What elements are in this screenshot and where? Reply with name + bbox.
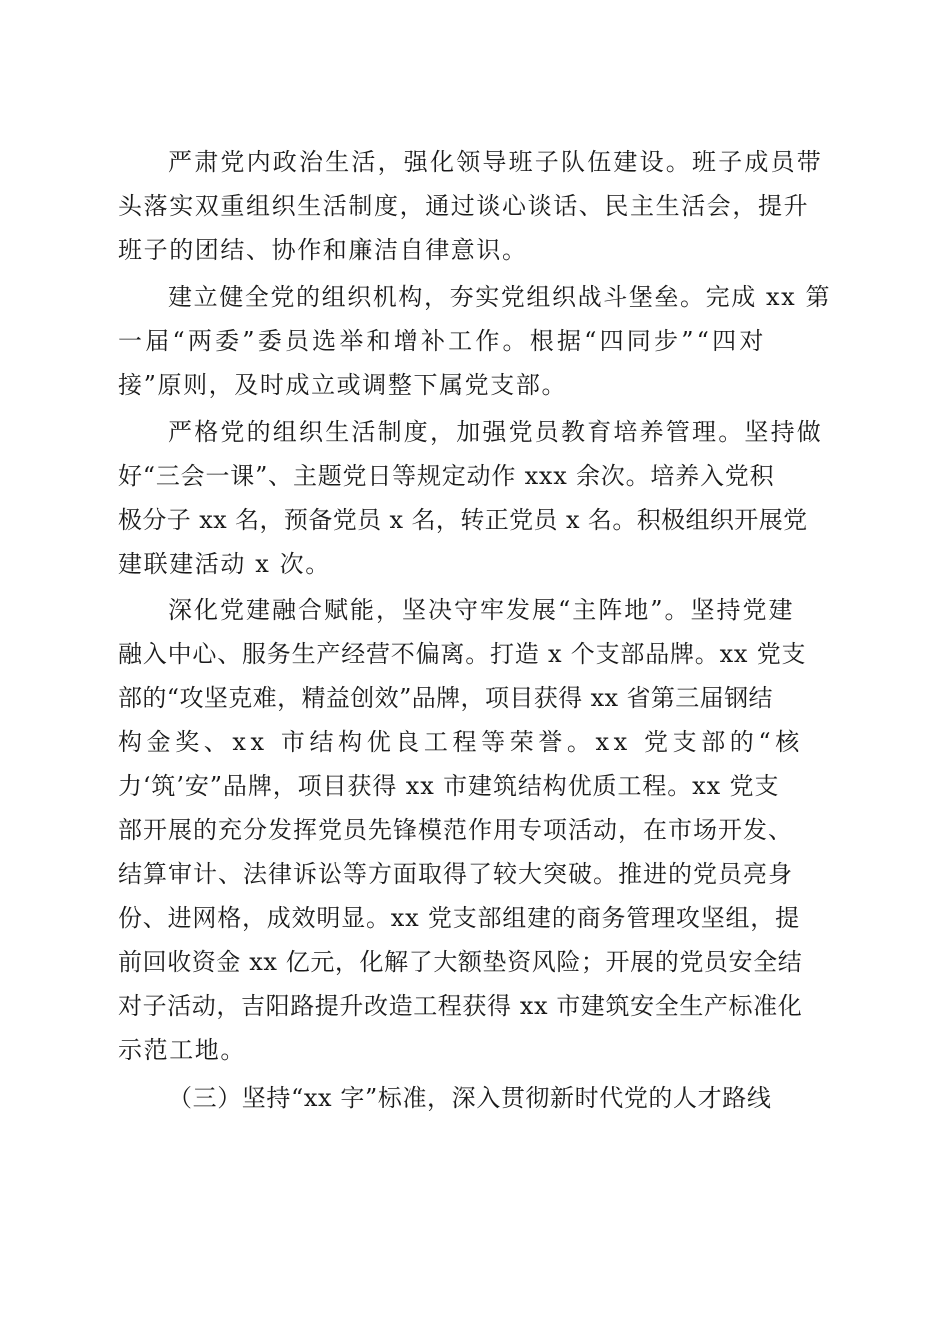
paragraph-3-line-1: 严格党的组织生活制度，加强党员教育培养管理。坚持做	[168, 418, 823, 446]
paragraph-4-line-11: 示范工地。	[118, 1036, 246, 1064]
paragraph-4-line-1: 深化党建融合赋能，坚决守牢发展“主阵地”。坚持党建	[168, 596, 795, 624]
paragraph-3-line-3: 极分子 xx 名，预备党员 x 名，转正党员 x 名。积极组织开展党	[118, 506, 808, 534]
paragraph-4-line-10: 对子活动，吉阳路提升改造工程获得 xx 市建筑安全生产标准化	[118, 992, 803, 1020]
paragraph-1-line-3: 班子的团结、协作和廉洁自律意识。	[118, 236, 528, 264]
paragraph-4-line-8: 份、进网格，成效明显。xx 党支部组建的商务管理攻坚组，提	[118, 904, 800, 932]
paragraph-4-line-6: 部开展的充分发挥党员先锋模范作用专项活动，在市场开发、	[118, 816, 793, 844]
paragraph-4-line-5: 力‘筑’安”品牌，项目获得 xx 市建筑结构优质工程。xx 党支	[118, 772, 780, 800]
paragraph-3-line-4: 建联建活动 x 次。	[118, 550, 331, 578]
paragraph-4-line-7: 结算审计、法律诉讼等方面取得了较大突破。推进的党员亮身	[118, 860, 793, 888]
section-heading: （三）坚持“xx 字”标准，深入贯彻新时代党的人才路线	[168, 1084, 772, 1112]
paragraph-1-line-2: 头落实双重组织生活制度，通过谈心谈话、民主生活会，提升	[118, 192, 810, 220]
paragraph-4-line-3: 部的“攻坚克难，精益创效”品牌，项目获得 xx 省第三届钢结	[118, 684, 773, 712]
paragraph-2-line-3: 接”原则，及时成立或调整下属党支部。	[118, 371, 568, 399]
paragraph-2-line-2: 一届“两委”委员选举和增补工作。根据“四同步”“四对	[118, 327, 767, 355]
paragraph-2-line-1: 建立健全党的组织机构，夯实党组织战斗堡垒。完成 xx 第	[168, 283, 832, 311]
paragraph-4-line-9: 前回收资金 xx 亿元，化解了大额垫资风险；开展的党员安全结	[118, 948, 803, 976]
paragraph-1-line-1: 严肃党内政治生活，强化领导班子队伍建设。班子成员带	[168, 148, 823, 176]
paragraph-4-line-4: 构金奖、xx 市结构优良工程等荣誉。xx 党支部的“核	[118, 728, 804, 756]
paragraph-3-line-2: 好“三会一课”、主题党日等规定动作 xxx 余次。培养入党积	[118, 462, 775, 490]
paragraph-4-line-2: 融入中心、服务生产经营不偏离。打造 x 个支部品牌。xx 党支	[118, 640, 807, 668]
